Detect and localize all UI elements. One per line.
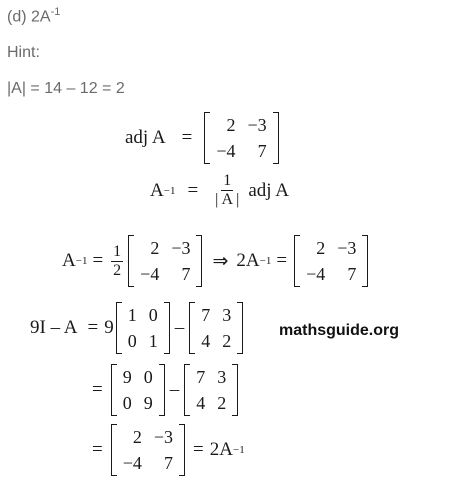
A-matrix xyxy=(189,302,243,354)
final-equation xyxy=(92,424,245,476)
A-matrix xyxy=(184,364,238,416)
matrix-cell: 7 xyxy=(181,264,191,284)
matrix-cell: −3 xyxy=(337,238,357,258)
adj-matrix xyxy=(204,112,278,164)
matrix-cell: 7 xyxy=(164,453,174,473)
matrix-cell: 0 xyxy=(127,331,137,351)
inverse-superscript: −1 xyxy=(75,255,88,267)
matrix-cell: −4 xyxy=(306,264,326,284)
matrix-cell: −3 xyxy=(153,427,174,447)
answer-text: (d) 2A xyxy=(7,8,51,26)
matrix-cell: 2 xyxy=(217,393,227,413)
two-A-symbol: 2A xyxy=(209,439,233,460)
adj-label: adj A xyxy=(248,179,290,201)
fraction-denominator: 2 xyxy=(113,261,122,279)
fraction-denominator: | A | xyxy=(215,191,240,208)
equals-sign: = xyxy=(276,250,288,271)
nine-I-minus-A-label: 9I – A xyxy=(30,317,78,338)
matrix-cell: 0 xyxy=(143,367,153,387)
two-A-symbol: 2A xyxy=(236,250,260,271)
matrix-cell: 2 xyxy=(150,238,160,258)
nine-I-expansion xyxy=(92,364,240,416)
matrix-cell: 2 xyxy=(132,427,142,447)
matrix-cell: 4 xyxy=(196,393,206,413)
A-symbol: A xyxy=(62,250,76,271)
matrix-cell: −4 xyxy=(140,264,160,284)
inverse-superscript: −1 xyxy=(232,444,245,456)
matrix-cell: 3 xyxy=(217,367,227,387)
inverse-formula xyxy=(150,172,289,209)
inverse-superscript: −1 xyxy=(163,184,176,197)
result-matrix xyxy=(111,424,185,476)
equals-sign: = xyxy=(87,317,99,338)
minus-sign: – xyxy=(174,317,185,338)
adj-matrix xyxy=(128,235,202,287)
A-symbol: A xyxy=(150,179,164,201)
matrix-cell: 1 xyxy=(127,305,137,325)
identity-matrix xyxy=(116,302,170,354)
matrix-cell: 7 xyxy=(257,141,267,161)
watermark: mathsguide.org xyxy=(279,322,400,339)
implies-arrow: ⇒ xyxy=(212,250,229,272)
matrix-cell: −3 xyxy=(247,115,267,135)
equals-sign: = xyxy=(193,439,204,460)
equals-sign: = xyxy=(92,250,104,271)
equals-sign: = xyxy=(181,127,193,148)
nine-I-matrix xyxy=(111,364,165,416)
matrix-cell: 0 xyxy=(148,305,158,325)
minus-sign: – xyxy=(169,379,180,400)
scalar-nine: 9 xyxy=(104,317,114,338)
matrix-cell: 2 xyxy=(222,331,232,351)
matrix-cell: 7 xyxy=(201,305,211,325)
matrix-cell: 7 xyxy=(196,367,206,387)
fraction xyxy=(111,243,123,280)
inverse-superscript: −1 xyxy=(259,255,272,267)
matrix-cell: 9 xyxy=(122,367,132,387)
two-A-inverse-matrix xyxy=(294,235,368,287)
answer-superscript: -1 xyxy=(50,6,61,18)
answer-line xyxy=(7,6,60,26)
adj-label: adj A xyxy=(125,127,166,148)
matrix-cell: −4 xyxy=(122,453,142,473)
matrix-cell: 2 xyxy=(226,115,236,135)
matrix-cell: 0 xyxy=(122,393,132,413)
fraction-numerator: 1 xyxy=(113,242,122,260)
hint-label: Hint: xyxy=(7,44,40,61)
matrix-cell: 9 xyxy=(143,393,153,413)
nine-I-minus-A-equation xyxy=(30,302,245,354)
matrix-cell: 3 xyxy=(222,305,232,325)
matrix-cell: 1 xyxy=(148,331,158,351)
fraction xyxy=(213,172,241,209)
matrix-cell: −4 xyxy=(216,141,236,161)
matrix-cell: 2 xyxy=(316,238,326,258)
matrix-cell: 4 xyxy=(201,331,211,351)
fraction-numerator: 1 xyxy=(223,172,232,189)
equals-sign: = xyxy=(187,179,199,201)
equals-sign: = xyxy=(92,439,103,460)
matrix-cell: −3 xyxy=(171,238,191,258)
inverse-result-equation xyxy=(62,235,370,287)
determinant-line: |A| = 14 – 12 = 2 xyxy=(7,80,125,97)
equals-sign: = xyxy=(92,379,103,400)
matrix-cell: 7 xyxy=(347,264,357,284)
adj-equation xyxy=(125,112,281,164)
